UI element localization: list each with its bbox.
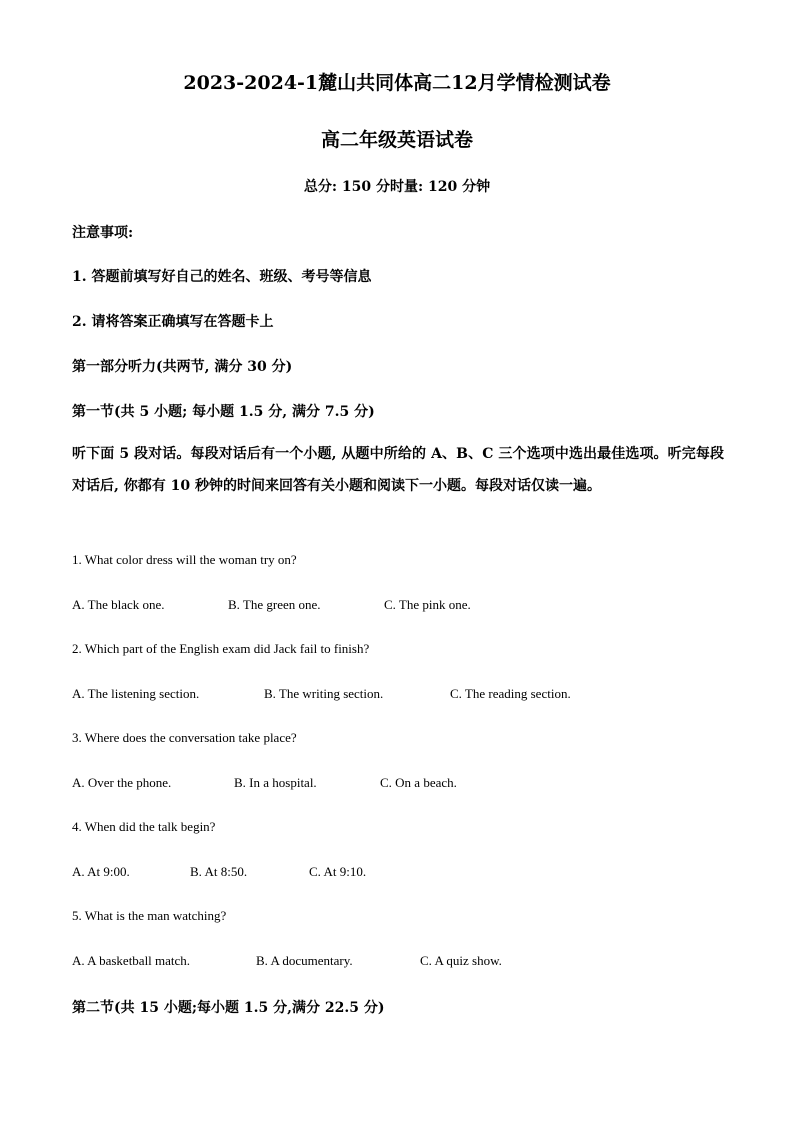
exam-subtitle: 高二年级英语试卷 [320, 129, 473, 151]
section2-title: 第二节(共 15 小题;每小题 1.5 分,满分 22.5 分) [72, 1000, 385, 1016]
question-5-option-c: C. A quiz show. [420, 953, 502, 968]
notes-heading: 注意事项: [72, 225, 134, 241]
question-2-option-b: B. The writing section. [264, 686, 384, 701]
question-3-stem: 3. Where does the conversation take place? [72, 730, 297, 745]
question-5-stem: 5. What is the man watching? [72, 908, 227, 923]
question-2-stem: 2. Which part of the English exam did Jack fail to finish? [72, 641, 370, 656]
question-1-stem: 1. What color dress will the woman try on? [72, 552, 297, 567]
question-4-option-a: A. At 9:00. [72, 864, 130, 879]
question-1-option-c: C. The pink one. [384, 597, 471, 612]
score-info: 总分: 150 分时量: 120 分钟 [303, 179, 491, 195]
question-1-option-a: A. The black one. [72, 597, 165, 612]
question-4-option-b: B. At 8:50. [190, 864, 248, 879]
question-3-option-c: C. On a beach. [380, 775, 457, 790]
question-2-option-a: A. The listening section. [72, 686, 200, 701]
note-item-1: 1. 答题前填写好自己的姓名、班级、考号等信息 [72, 269, 372, 285]
note-item-2: 2. 请将答案正确填写在答题卡上 [72, 314, 274, 330]
listening-instructions: 听下面 5 段对话。每段对话后有一个小题, 从题中所给的 A、B、C 三个选项中选出最佳选项。听完每段对话后, 你都有 10 秒钟的时间来回答有关小题和阅读下一小题。每段对话仅读一遍。 [72, 446, 724, 494]
question-1-option-b: B. The green one. [228, 597, 321, 612]
question-4-option-c: C. At 9:10. [309, 864, 367, 879]
section1-title: 第一节(共 5 小题; 每小题 1.5 分, 满分 7.5 分) [72, 404, 375, 420]
question-5-option-a: A. A basketball match. [72, 953, 191, 968]
question-5-option-b: B. A documentary. [256, 953, 353, 968]
question-4-stem: 4. When did the talk begin? [72, 819, 216, 834]
question-3-option-b: B. In a hospital. [234, 775, 317, 790]
question-2-option-c: C. The reading section. [450, 686, 571, 701]
question-3-option-a: A. Over the phone. [72, 775, 172, 790]
exam-title: 2023-2024-1麓山共同体高二12月学情检测试卷 [183, 72, 611, 94]
part1-title: 第一部分听力(共两节, 满分 30 分) [72, 359, 293, 375]
